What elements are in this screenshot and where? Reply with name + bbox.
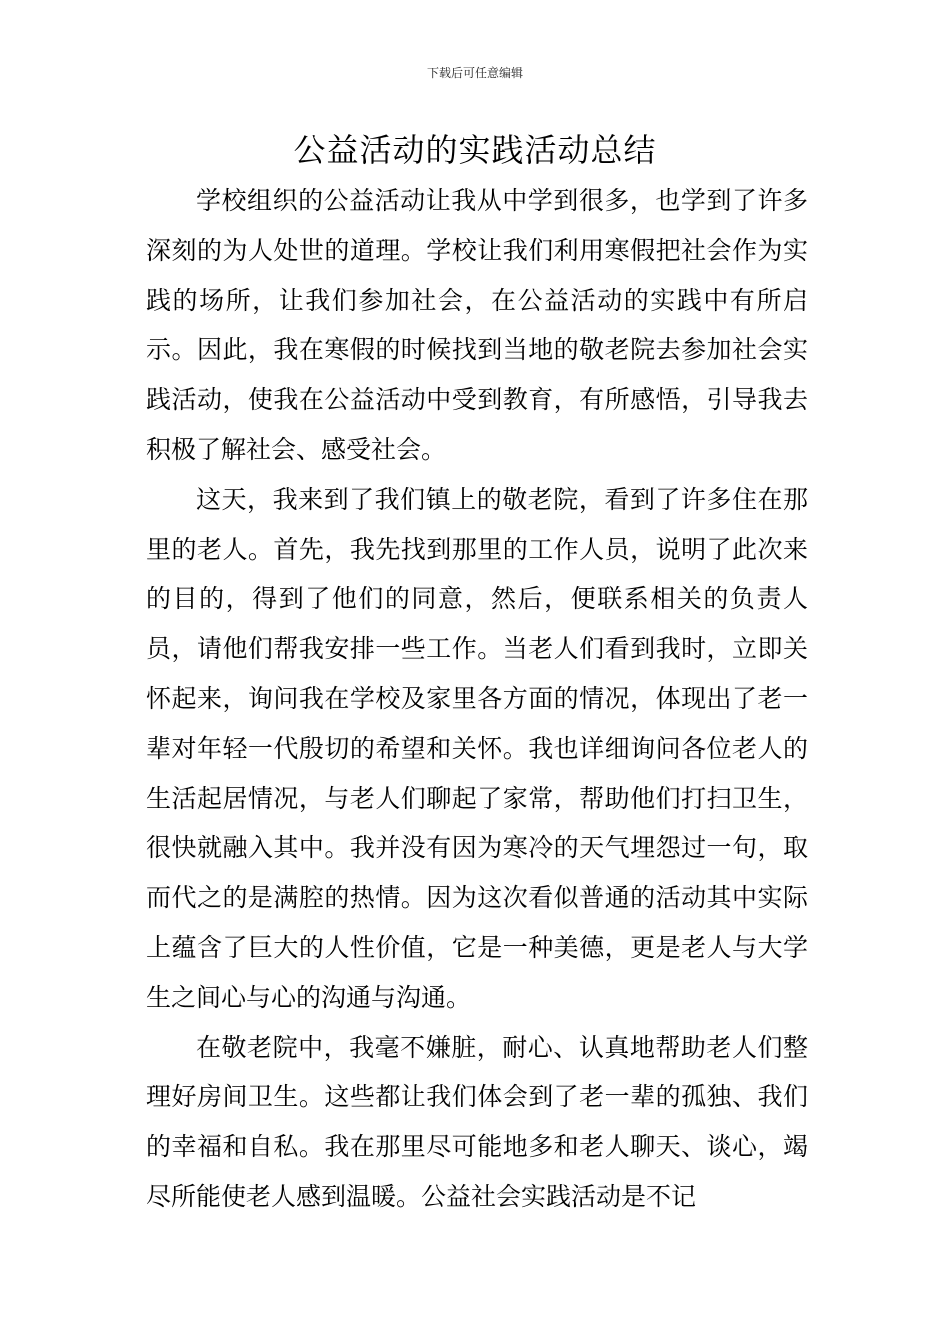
document-title: 公益活动的实践活动总结 bbox=[293, 131, 657, 169]
paragraph-2: 这天，我来到了我们镇上的敬老院，看到了许多住在那里的老人。首先，我先找到那里的工作人员，说明了此次来的目的，得到了他们的同意，然后，便联系相关的负责人员，请他们帮我安排一些工作。当老人们看到我时，立即关怀起来，询问我在学校及家里各方面的情况，体现出了老一辈对年轻一代殷切的希望和关怀。我也详细询问各位老人的生活起居情况，与老人们聊起了家常，帮助他们打扫卫生，很快就融入其中。我并没有因为寒冷的天气埋怨过一句，取而代之的是满腔的热情。因为这次看似普通的活动其中实际上蕴含了巨大的人性价值，它是一种美德，更是老人与大学生之间心与心的沟通与沟通。 bbox=[146, 484, 808, 1012]
header-note: 下载后可任意编辑 bbox=[426, 66, 523, 80]
document-body bbox=[146, 176, 808, 1222]
paragraph-1: 学校组织的公益活动让我从中学到很多，也学到了许多深刻的为人处世的道理。学校让我们利用寒假把社会作为实践的场所，让我们参加社会，在公益活动的实践中有所启示。因此，我在寒假的时候找到当地的敬老院去参加社会实践活动，使我在公益活动中受到教育，有所感悟，引导我去积极了解社会、感受社会。 bbox=[146, 186, 808, 464]
paragraph-3: 在敬老院中，我毫不嫌脏，耐心、认真地帮助老人们整理好房间卫生。这些都让我们体会到了老一辈的孤独、我们的幸福和自私。我在那里尽可能地多和老人聊天、谈心，竭尽所能使老人感到温暖。公益社会实践活动是不记 bbox=[146, 1032, 808, 1211]
